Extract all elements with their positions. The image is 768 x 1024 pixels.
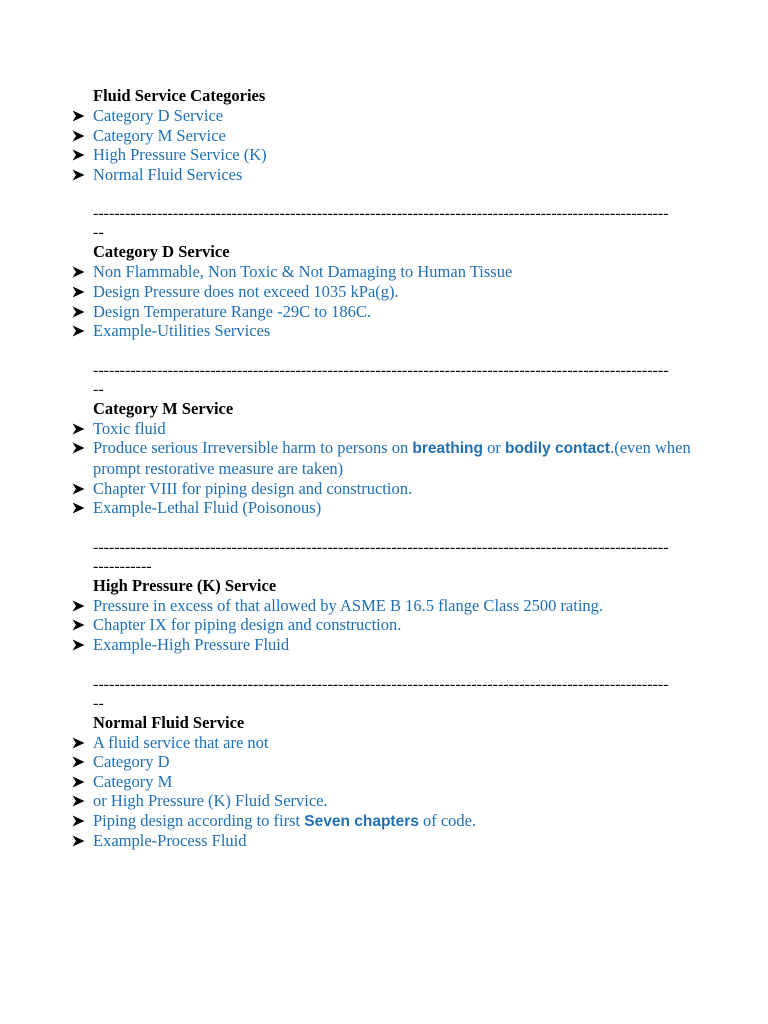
document-page: [0, 86, 768, 851]
section-separator: --------------------------------------------------------------------------------------------------------------: [93, 361, 669, 398]
list-item: [0, 772, 768, 792]
item-text: Toxic fluid: [93, 418, 166, 438]
list-item: [0, 791, 768, 811]
arrowhead-bullet-icon: [72, 438, 86, 458]
arrowhead-bullet-icon: [72, 419, 86, 439]
item-text: Non Flammable, Non Toxic & Not Damaging to Human Tissue: [93, 262, 513, 282]
section-heading: High Pressure (K) Service: [93, 575, 277, 595]
arrowhead-bullet-icon: [72, 165, 86, 185]
item-text: High Pressure Service (K): [93, 145, 267, 165]
arrowhead-bullet-icon: [72, 106, 86, 126]
item-text: Example-High Pressure Fluid: [93, 634, 290, 654]
arrowhead-bullet-icon: [72, 321, 86, 341]
arrowhead-bullet-icon: [72, 811, 86, 831]
list-item: [0, 126, 768, 146]
list-item: [0, 282, 768, 302]
emphasized-text: bodily contact: [505, 440, 611, 458]
arrowhead-bullet-icon: [72, 302, 86, 322]
item-text: Example-Lethal Fluid (Poisonous): [93, 498, 322, 518]
item-text: or: [483, 438, 505, 458]
item-text: Normal Fluid Services: [93, 164, 243, 184]
item-text: Chapter IX for piping design and construction.: [93, 615, 402, 635]
bullet-list: [0, 106, 768, 184]
arrowhead-bullet-icon: [72, 498, 86, 518]
item-text: Produce serious Irreversible harm to persons on: [93, 438, 413, 458]
arrowhead-bullet-icon: [72, 145, 86, 165]
list-item: [0, 106, 768, 126]
list-item: [0, 479, 768, 499]
item-text: Example-Utilities Services: [93, 321, 271, 341]
list-item: [0, 302, 768, 322]
arrowhead-bullet-icon: [72, 615, 86, 635]
list-item: [0, 438, 768, 478]
item-text: Category M Service: [93, 125, 226, 145]
list-item: [0, 615, 768, 635]
section-heading: Category D Service: [93, 242, 230, 262]
bullet-list: [0, 262, 768, 340]
arrowhead-bullet-icon: [72, 831, 86, 851]
item-text: Design Temperature Range -29C to 186C.: [93, 301, 372, 321]
arrowhead-bullet-icon: [72, 635, 86, 655]
list-item: [0, 165, 768, 185]
item-text: or High Pressure (K) Fluid Service.: [93, 791, 328, 811]
list-item: [0, 145, 768, 165]
section-separator: --------------------------------------------------------------------------------------------------------------: [93, 205, 669, 242]
bullet-list: [0, 596, 768, 655]
arrowhead-bullet-icon: [72, 772, 86, 792]
emphasized-text: Seven chapters: [304, 812, 419, 830]
arrowhead-bullet-icon: [72, 752, 86, 772]
list-item: [0, 596, 768, 616]
list-item: [0, 811, 768, 832]
arrowhead-bullet-icon: [72, 596, 86, 616]
item-text: .(even when prompt restorative measure are taken): [93, 438, 691, 478]
bullet-list: [0, 419, 768, 518]
list-item: [0, 733, 768, 753]
list-item: [0, 419, 768, 439]
section-heading: Fluid Service Categories: [93, 86, 266, 105]
arrowhead-bullet-icon: [72, 733, 86, 753]
arrowhead-bullet-icon: [72, 479, 86, 499]
list-item: [0, 262, 768, 282]
item-text: Category D: [93, 752, 170, 772]
section-heading: Category M Service: [93, 398, 234, 418]
section-separator: --------------------------------------------------------------------------------------------------------------: [93, 675, 669, 712]
item-text: Category M: [93, 771, 173, 791]
section-heading: Normal Fluid Service: [93, 712, 245, 732]
item-text: Pressure in excess of that allowed by ASME B 16.5 flange Class 2500 rating.: [93, 595, 604, 615]
item-text: Chapter VIII for piping design and construction.: [93, 478, 413, 498]
item-text: A fluid service that are not: [93, 732, 269, 752]
list-item: [0, 635, 768, 655]
item-text: Piping design according to first: [93, 810, 305, 830]
item-text: of code.: [418, 810, 477, 830]
arrowhead-bullet-icon: [72, 262, 86, 282]
item-text: Design Pressure does not exceed 1035 kPa(g).: [93, 281, 399, 301]
bullet-list: [0, 733, 768, 852]
list-item: [0, 752, 768, 772]
list-item: [0, 321, 768, 341]
item-text: Example-Process Fluid: [93, 831, 247, 851]
list-item: [0, 498, 768, 518]
arrowhead-bullet-icon: [72, 791, 86, 811]
emphasized-text: breathing: [412, 440, 483, 458]
arrowhead-bullet-icon: [72, 126, 86, 146]
arrowhead-bullet-icon: [72, 282, 86, 302]
item-text: Category D Service: [93, 106, 224, 125]
section-separator: -----------------------------------------------------------------------------------------------------------------------: [93, 538, 669, 575]
list-item: [0, 831, 768, 851]
